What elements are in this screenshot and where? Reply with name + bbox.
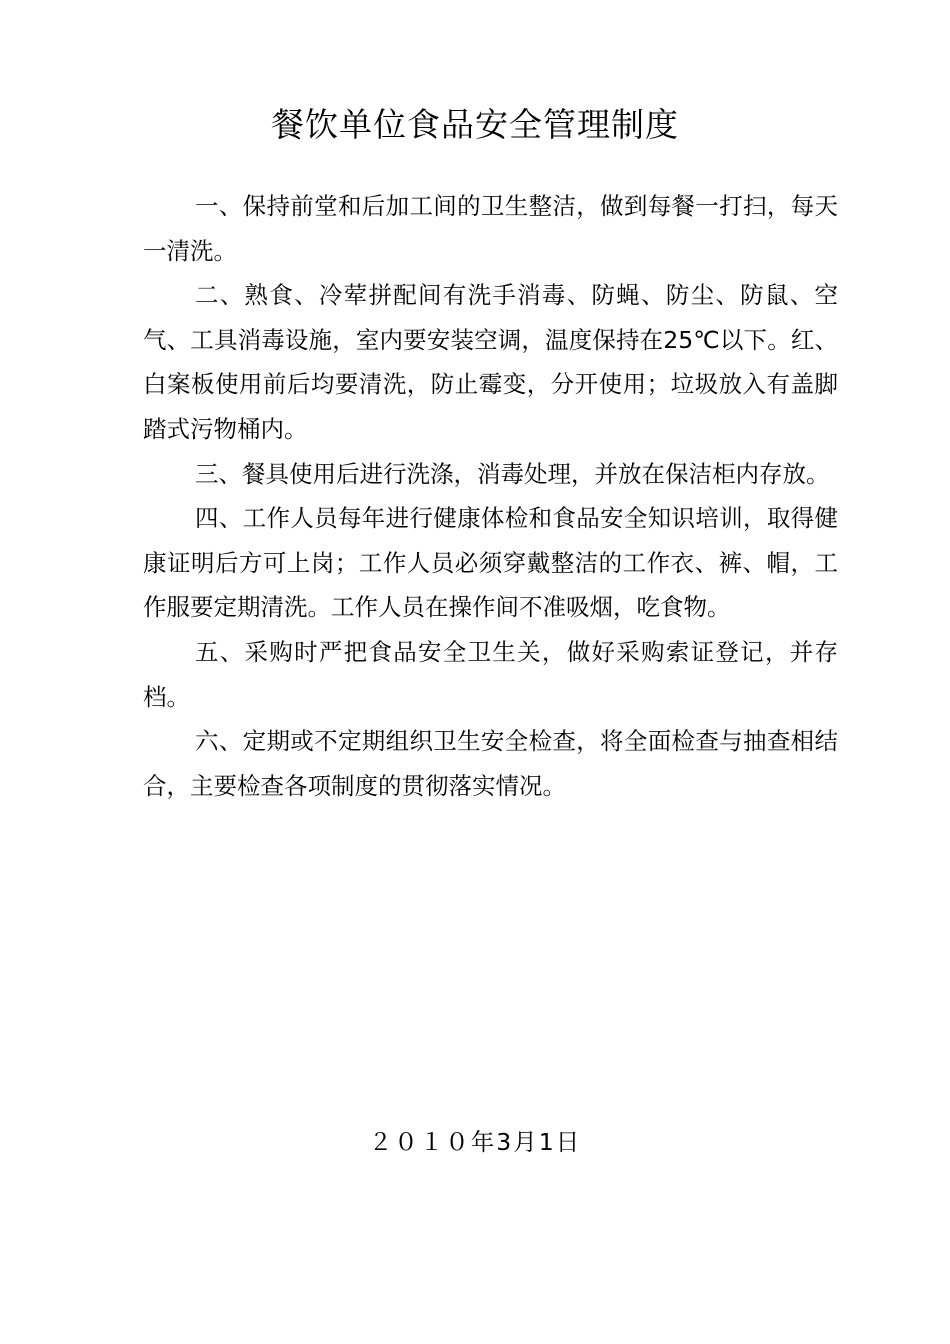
document-date: ２０１０年3月1日 [368,1128,582,1156]
paragraph-2: 二、熟食、冷荤拼配间有洗手消毒、防蝇、防尘、防鼠、空气、工具消毒设施，室内要安装空调，温度保持在25℃以下。红、白案板使用前后均要清洗，防止霉变，分开使用；垃圾放入有盖脚踏式污物桶内。 [143,281,838,443]
paragraph-5: 五、采购时严把食品安全卫生关，做好采购索证登记，并存档。 [143,637,838,711]
document-title: 餐饮单位食品安全管理制度 [271,105,679,144]
paragraph-1: 一、保持前堂和后加工间的卫生整洁，做到每餐一打扫，每天一清洗。 [143,192,838,265]
paragraph-6: 六、定期或不定期组织卫生安全检查，将全面检查与抽查相结合，主要检查各项制度的贯彻落实情况。 [143,727,838,800]
paragraph-4: 四、工作人员每年进行健康体检和食品安全知识培训，取得健康证明后方可上岗；工作人员必须穿戴整洁的工作衣、裤、帽，工作服要定期清洗。工作人员在操作间不准吸烟，吃食物。 [143,504,838,622]
document-body [143,184,838,808]
paragraph-3: 三、餐具使用后进行洗涤，消毒处理，并放在保洁柜内存放。 [195,459,830,488]
